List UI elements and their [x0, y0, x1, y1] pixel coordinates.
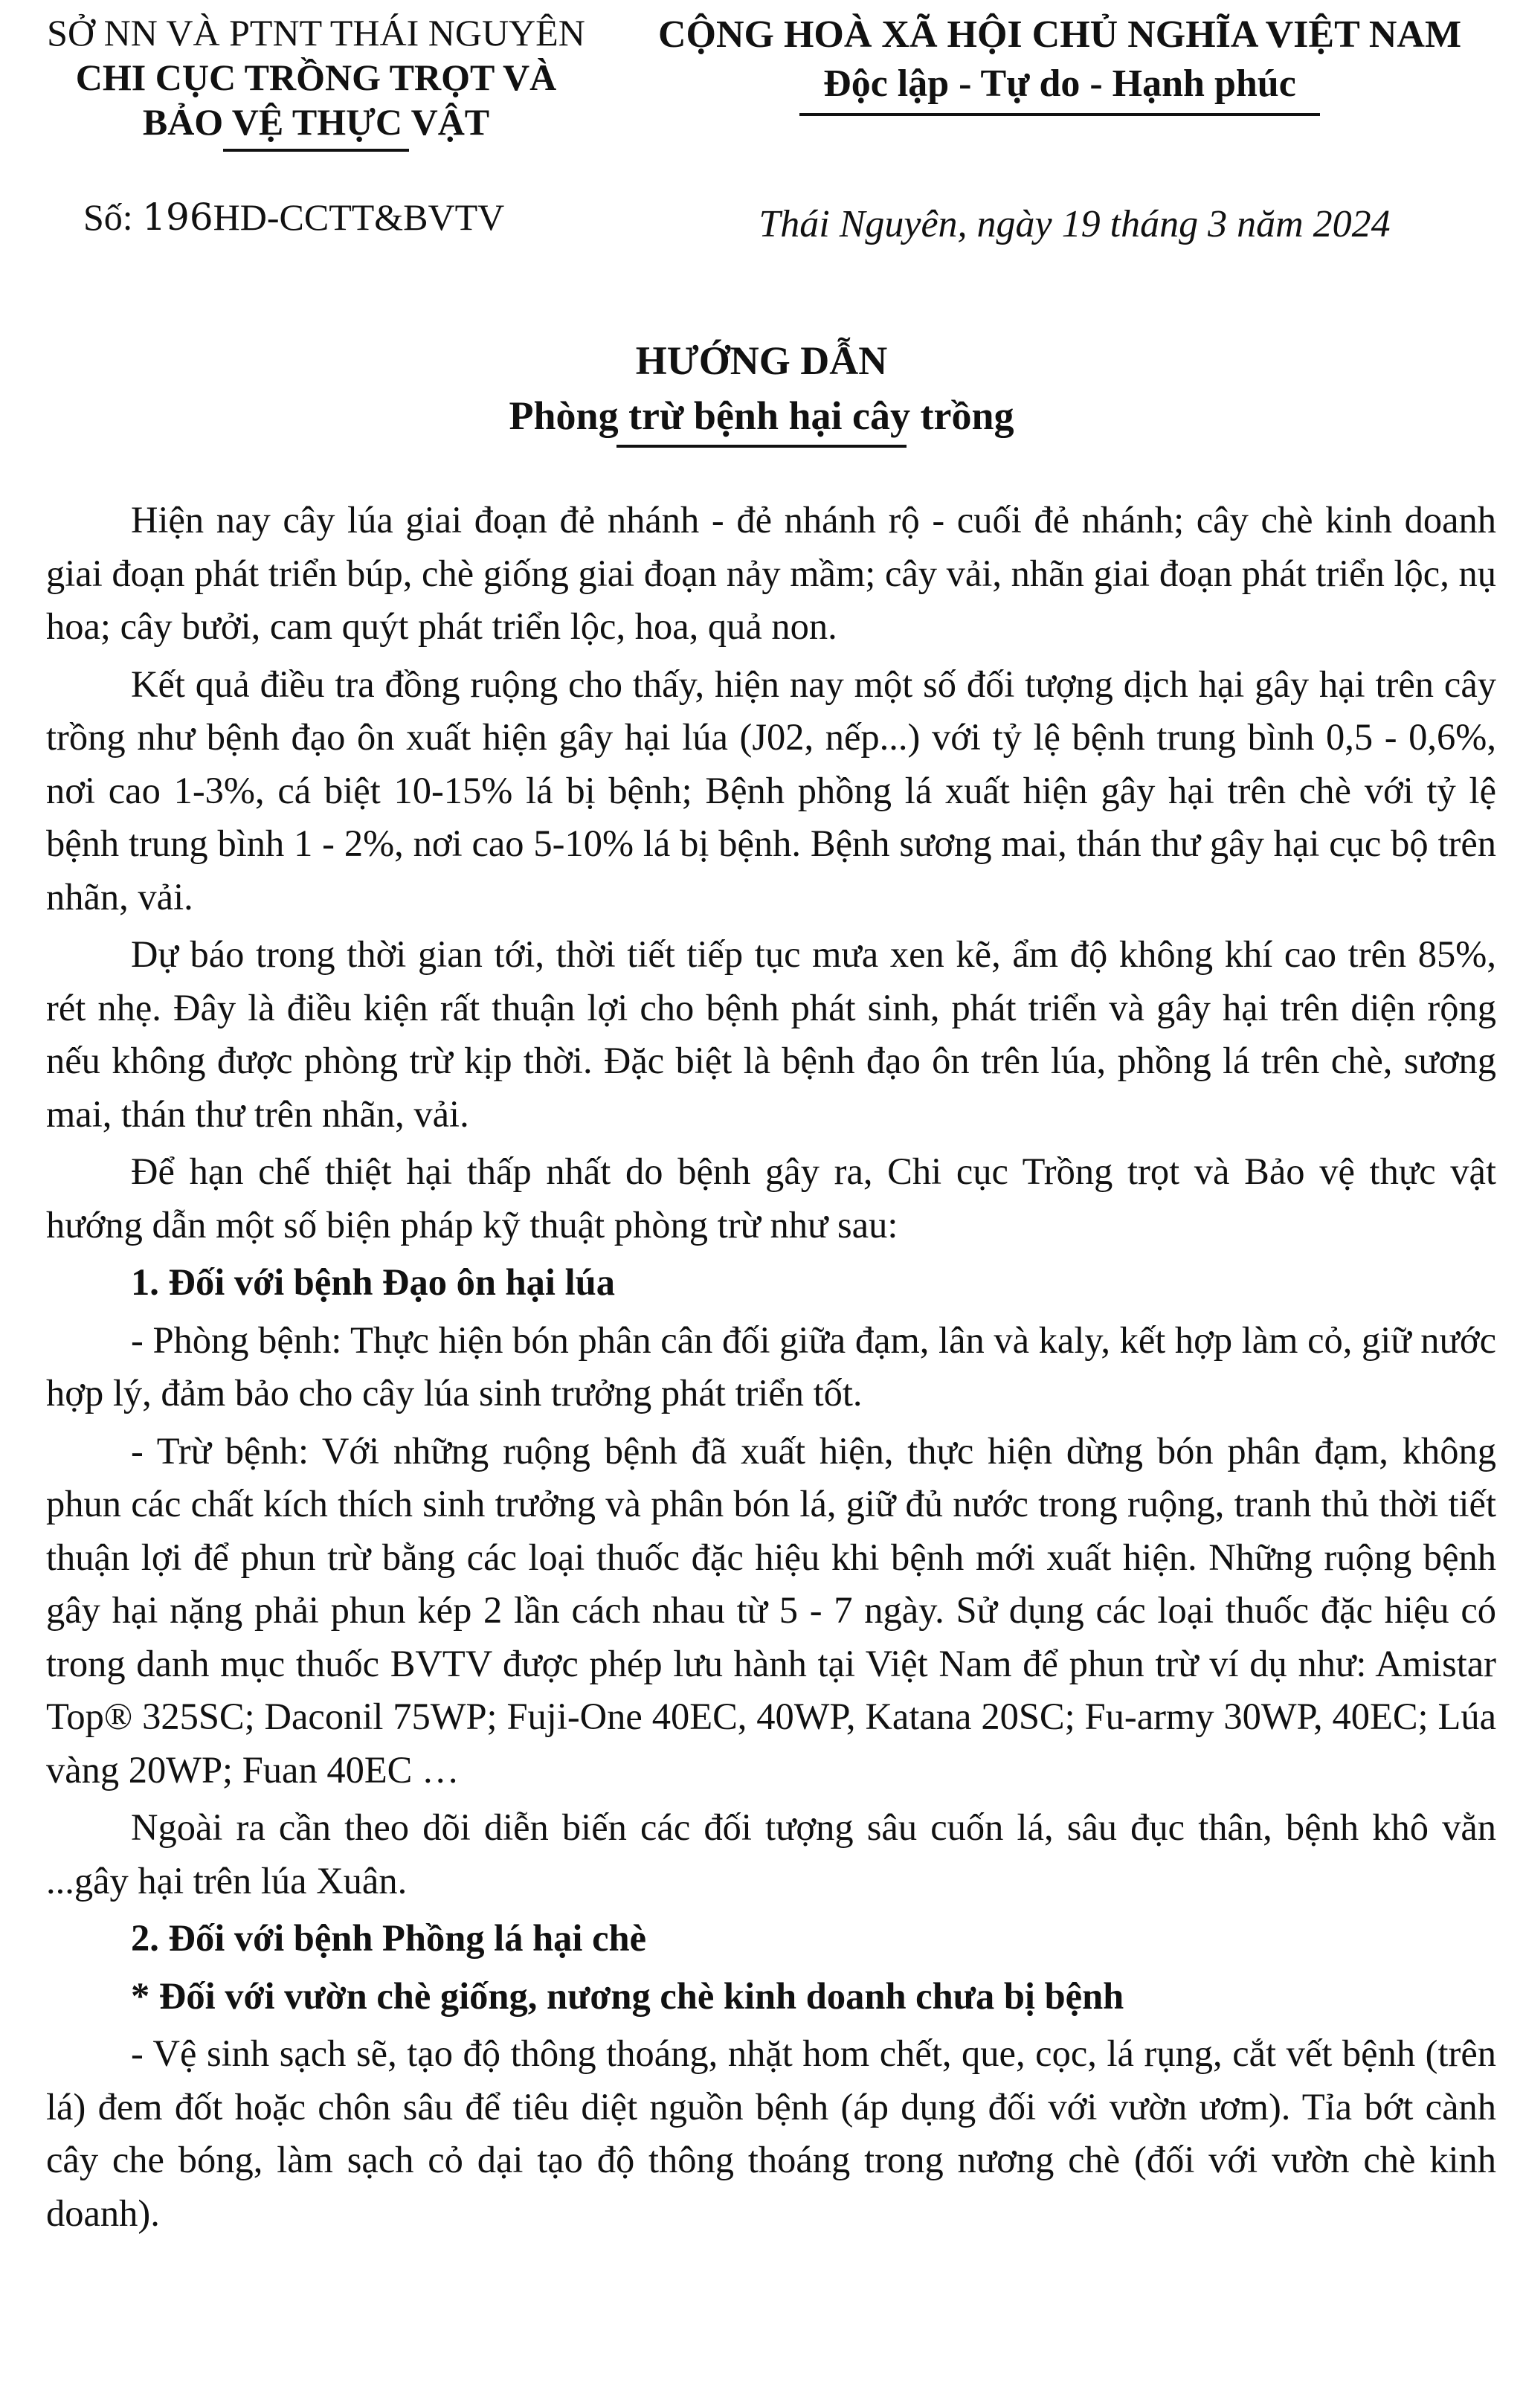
document-number — [83, 195, 504, 239]
issuing-agency-block — [22, 10, 610, 152]
department-name-line2: BẢO VỆ THỰC VẬT — [142, 101, 490, 143]
heading-rice-blast: 1. Đối với bệnh Đạo ôn hại lúa — [131, 1261, 615, 1303]
title-sub: Phòng trừ bệnh hại cây trồng — [509, 393, 1014, 438]
department-name-line1: CHI CỤC TRỒNG TRỌT VÀ — [75, 57, 557, 98]
paragraph-crop-stage: Hiện nay cây lúa giai đoạn đẻ nhánh - đẻ nhánh rộ - cuối đẻ nhánh; cây chè kinh doanh giai đoạn phát triển búp, chè giống giai đoạn nảy mầm; cây vải, nhãn giai đoạn phát triển lộc, nụ hoa; cây bưởi, cam quýt phát triển lộc, hoa, quả non. — [46, 499, 1496, 647]
national-motto: Độc lập - Tự do - Hạnh phúc — [823, 62, 1296, 105]
document-number-code: HD-CCTT&BVTV — [213, 196, 505, 238]
document-number-value: 196 — [142, 196, 213, 239]
national-title: CỘNG HOÀ XÃ HỘI CHỦ NGHĨA VIỆT NAM — [657, 13, 1462, 56]
title-main: HƯỚNG DẪN — [635, 338, 888, 383]
document-body — [46, 494, 1496, 2240]
paragraph-forecast: Dự báo trong thời gian tới, thời tiết tiếp tục mưa xen kẽ, ẩm độ không khí cao trên 85%, rét nhẹ. Đây là điều kiện rất thuận lợi cho bệnh phát sinh, phát triển và gây hại trên diện rộng nếu không được phòng trừ kịp thời. Đặc biệt là bệnh đạo ôn trên lúa, phồng lá trên chè, sương mai, thán thư trên nhãn, vải. — [46, 933, 1496, 1135]
agency-underline — [223, 149, 409, 152]
parent-agency: SỞ NN VÀ PTNT THÁI NGUYÊN — [47, 12, 585, 54]
heading-tea-blister: 2. Đối với bệnh Phồng lá hại chè — [131, 1917, 646, 1959]
paragraph-prevention: - Phòng bệnh: Thực hiện bón phân cân đối giữa đạm, lân và kaly, kết hợp làm cỏ, giữ nước hợp lý, đảm bảo cho cây lúa sinh trưởng phát triển tốt. — [46, 1319, 1497, 1414]
document-date: Thái Nguyên, ngày 19 tháng 3 năm 2024 — [759, 203, 1391, 245]
subheading-tea-gardens: * Đối với vườn chè giống, nương chè kinh doanh chưa bị bệnh — [131, 1974, 1124, 2017]
motto-underline — [799, 113, 1320, 116]
document-number-prefix: Số: — [83, 196, 133, 238]
paragraph-sanitation: - Vệ sinh sạch sẽ, tạo độ thông thoáng, nhặt hom chết, que, cọc, lá rụng, cắt vết bệnh (trên lá) đem đốt hoặc chôn sâu để tiêu diệt nguồn bệnh (áp dụng đối với vườn ươm). Tỉa bớt cành cây che bóng, làm sạch cỏ dại tạo độ thông thoáng trong nương chè (đối với vườn chè kinh doanh). — [46, 2032, 1496, 2234]
paragraph-treatment: - Trừ bệnh: Với những ruộng bệnh đã xuất hiện, thực hiện dừng bón phân đạm, không phun các chất kích thích sinh trưởng và phân bón lá, giữ đủ nước trong ruộng, tranh thủ thời tiết thuận lợi để phun trừ bằng các loại thuốc đặc hiệu khi bệnh mới xuất hiện. Những ruộng bệnh gây hại nặng phải phun kép 2 lần cách nhau từ 5 - 7 ngày. Sử dụng các loại thuốc đặc hiệu có trong danh mục thuốc BVTV được phép lưu hành tại Việt Nam để phun trừ ví dụ như: Amistar Top® 325SC; Daconil 75WP; Fuji-One 40EC, 40WP, Katana 20SC; Fu-army 30WP, 40EC; Lúa vàng 20WP; Fuan 40EC … — [46, 1429, 1496, 1791]
national-header-block — [617, 10, 1502, 116]
paragraph-monitoring: Ngoài ra cần theo dõi diễn biến các đối tượng sâu cuốn lá, sâu đục thân, bệnh khô vằn ...gây hại trên lúa Xuân. — [46, 1806, 1496, 1902]
document-title — [0, 333, 1523, 448]
paragraph-guidance-intro: Để hạn chế thiệt hại thấp nhất do bệnh gây ra, Chi cục Trồng trọt và Bảo vệ thực vật hướng dẫn một số biện pháp kỹ thuật phòng trừ như sau: — [46, 1150, 1496, 1246]
paragraph-field-survey: Kết quả điều tra đồng ruộng cho thấy, hiện nay một số đối tượng dịch hại gây hại trên cây trồng như bệnh đạo ôn xuất hiện gây hại lúa (J02, nếp...) với tỷ lệ bệnh trung bình 0,5 - 0,6%, nơi cao 1-3%, cá biệt 10-15% lá bị bệnh; Bệnh phồng lá xuất hiện gây hại trên chè với tỷ lệ bệnh trung bình 1 - 2%, nơi cao 5-10% lá bị bệnh. Bệnh sương mai, thán thư gây hại cục bộ trên nhãn, vải. — [46, 663, 1496, 918]
title-underline — [616, 445, 907, 448]
